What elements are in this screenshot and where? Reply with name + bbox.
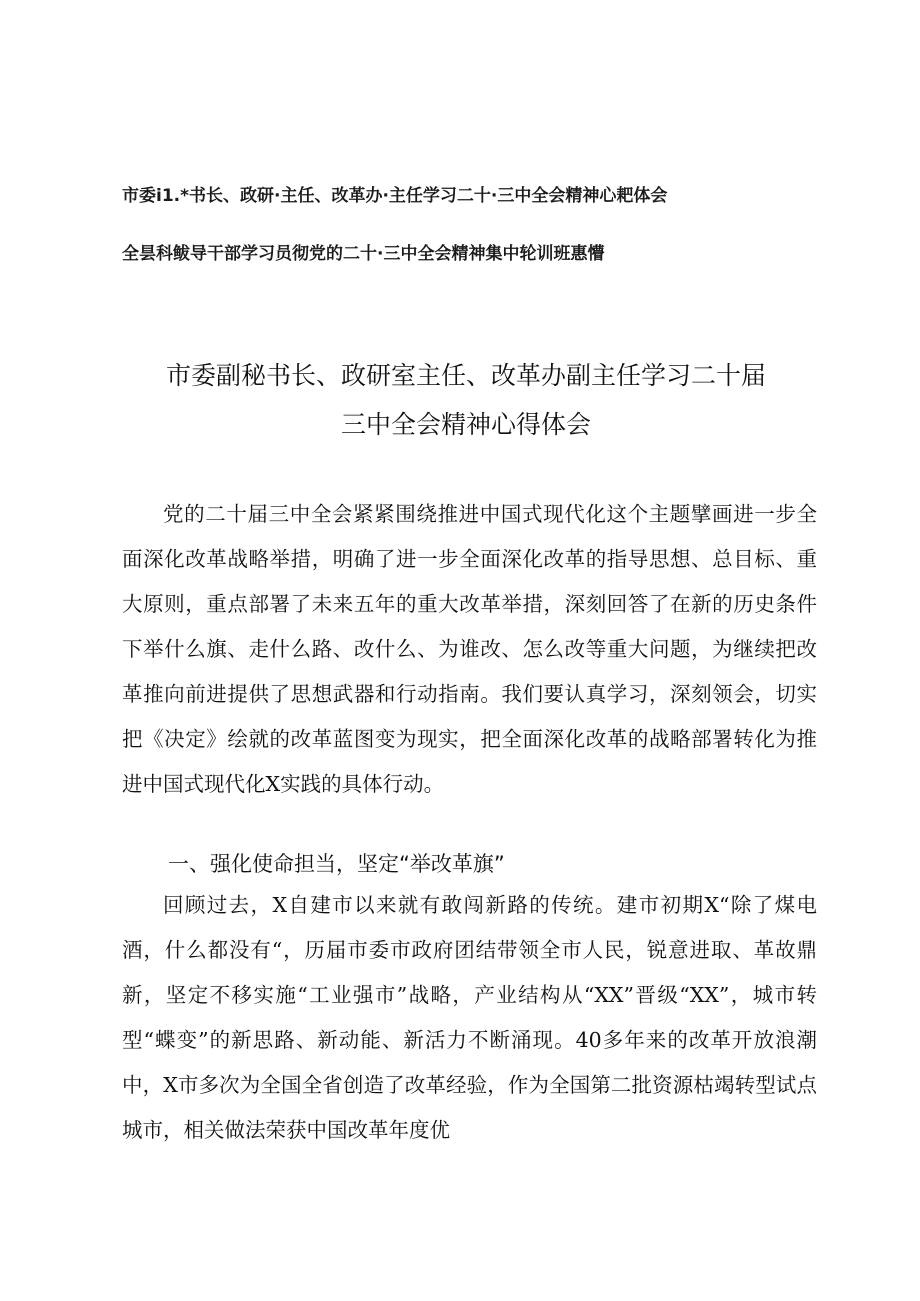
toc-line-2: 全昙科鲅导干部学习员彻党的二十·三中全会精神集中轮训班惠懵 xyxy=(122,244,605,264)
toc-line-1: 市委i1.*书长、政研·主任、改革办·主任学习二十·三中全会精神心耙体会 xyxy=(122,186,668,206)
section-1-paragraph: 回顾过去，X自建市以来就有敢闯新路的传统。建市初期X“除了煤电酒，什么都没有“，历届市委市政府团结带领全市人民，锐意进取、革故鼎新，坚定不移实施“工业强市”战略，产业结构从“XX”晋级“XX”，城市转型“蝶变”的新思路、新动能、新活力不断涌现。40多年来的改革开放浪潮中，X市多次为全国全省创造了改革经验，作为全国第二批资源枯竭转型试点城市，相关做法荣获中国改革年度优 xyxy=(122,893,817,1142)
article-title-line-1: 市委副秘书长、政研室主任、改革办副主任学习二十届 xyxy=(165,361,766,390)
section-heading-1: 一、强化使命担当，坚定“举改革旗” xyxy=(168,852,505,876)
intro-paragraph: 党的二十届三中全会紧紧围绕推进中国式现代化这个主题擘画进一步全面深化改革战略举措，明确了进一步全面深化改革的指导思想、总目标、重大原则，重点部署了未来五年的重大改革举措，深刻回答了在新的历史条件下举什么旗、走什么路、改什么、为谁改、怎么改等重大问题，为继续把改革推向前进提供了思想武器和行动指南。我们要认真学习，深刻领会，切实把《决定》绘就的改革蓝图变为现实，把全面深化改革的战略部署转化为推进中国式现代化X实践的具体行动。 xyxy=(122,502,817,796)
article-title-line-2: 三中全会精神心得体会 xyxy=(340,410,591,439)
